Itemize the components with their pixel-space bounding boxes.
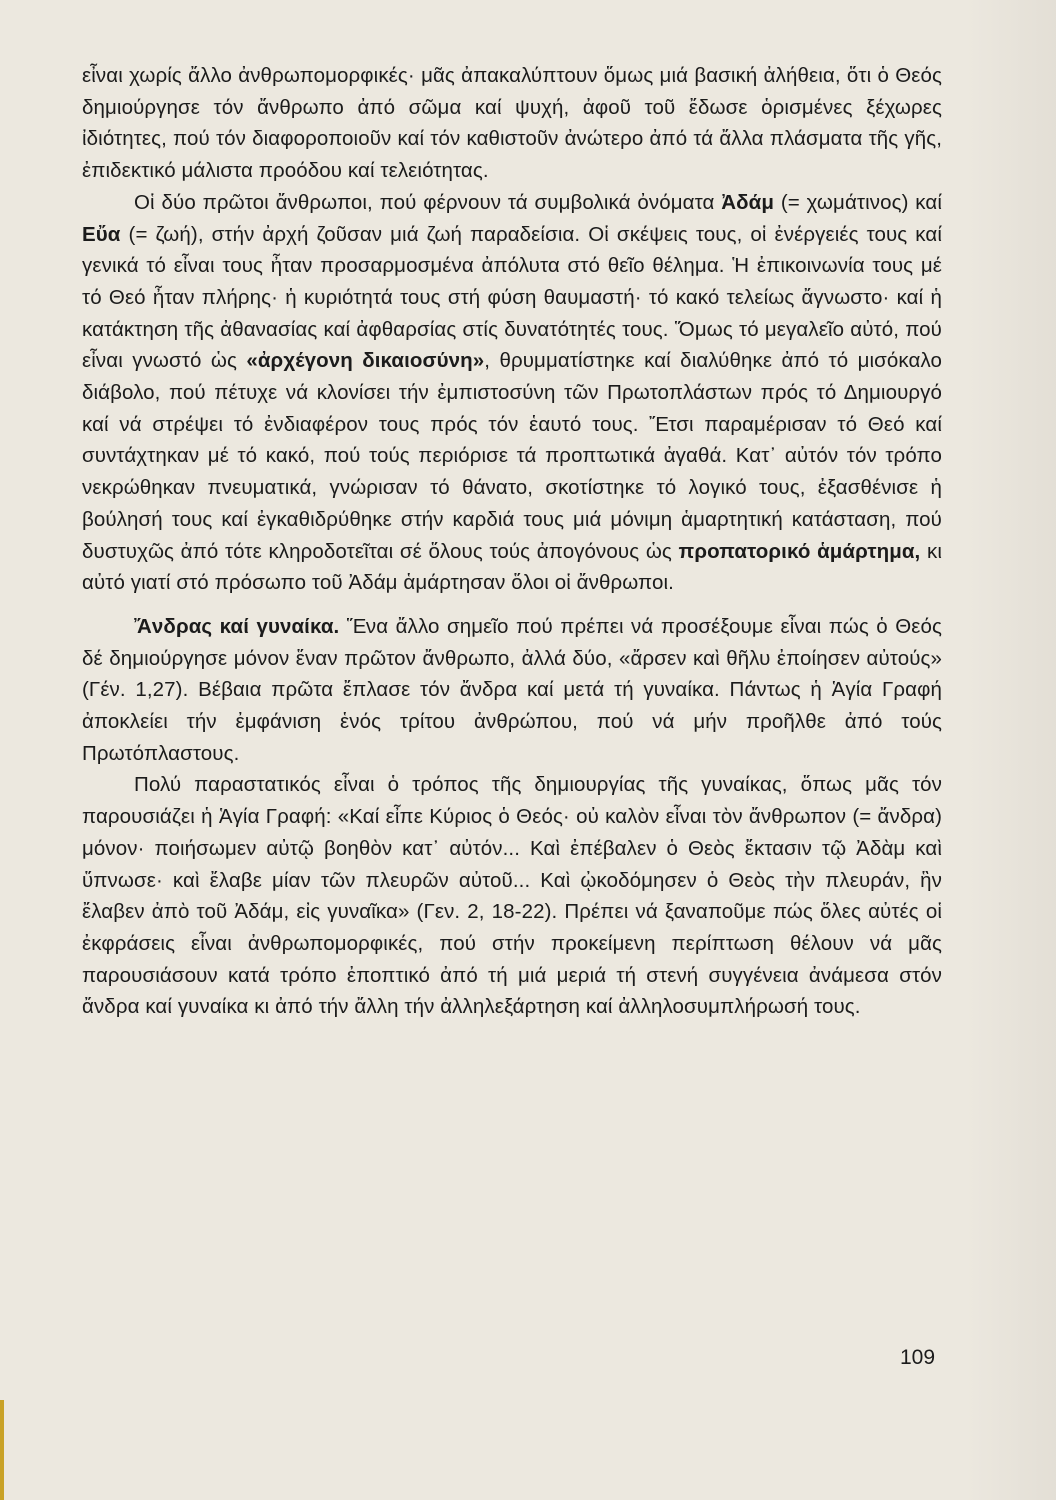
paragraph-2-text-a: Οἱ δύο πρῶτοι ἄνθρωποι, πού φέρνουν τά συμβολικά ὀνόματα — [134, 190, 722, 214]
term-original-righteousness: «ἀρχέγονη δικαιοσύνη» — [246, 349, 485, 373]
paragraph-1: εἶναι χωρίς ἄλλο ἀνθρωπομορφικές· μᾶς ἀπακαλύπτουν ὅμως μιά βασική ἀλήθεια, ὅτι ὁ Θεός δημιούργησε τόν ἄνθρωπο ἀπό σῶμα καί ψυχή, ἀφοῦ τοῦ ἔδωσε ὁρισμένες ξέχωρες ἰδιότητες, πού τόν διαφοροποιοῦν καί τόν καθιστοῦν ἀνώτερο ἀπό τά ἄλλα πλάσματα τῆς γῆς, ἐπιδεκτικό μάλιστα προόδου καί τελειότητας. — [82, 64, 942, 183]
paragraph-2-text-c: (= ζωή), στήν ἀρχή ζοῦσαν μιά ζωή παραδείσια. Οἱ σκέψεις τους, οἱ ἐνέργειές τους καί γενικά τό εἶναι τους ἦταν προσαρμοσμένα ἀπόλυτα στό θεῖο θέλημα. Ἡ ἐπικοινωνία τους μέ τό Θεό ἦταν πλήρης· ἡ κυριότητά τους στή φύση θαυμαστή· τό κακό τελείως ἄγνωστο· καί ἡ κατάκτηση τῆς ἀθανασίας καί ἀφθαρσίας στίς δυνατότητές τους. Ὅμως τό μεγαλεῖο αὐτό, πού εἶναι γνωστό ὡς — [82, 222, 942, 373]
section-heading-man-woman: Ἄνδρας καί γυναίκα. — [134, 614, 340, 638]
paragraph-3 — [82, 611, 942, 770]
paragraph-3-text: Ἕνα ἄλλο σημεῖο πού πρέπει νά προσέξουμε εἶναι πώς ὁ Θεός δέ δημιούργησε μόνον ἕναν πρῶτον ἄνθρωπο, ἀλλά δύο, «ἄρσεν καὶ θῆλυ ἐποίησεν αὐτούς» (Γέν. 1,27). Βέβαια πρῶτα ἔπλασε τόν ἄνδρα καί μετά τή γυναίκα. Πάντως ἡ Ἁγία Γραφή ἀποκλείει τήν ἐμφάνιση ἑνός τρίτου ἀνθρώπου, πού νά μήν προῆλθε ἀπό τούς Πρωτόπλαστους. — [82, 614, 942, 765]
page-body — [82, 60, 942, 1023]
page-number: 109 — [900, 1346, 936, 1369]
page-edge-shadow — [966, 0, 1056, 1500]
term-eve: Εὔα — [82, 222, 121, 246]
term-adam: Ἀδάμ — [721, 190, 775, 214]
paragraph-2-text-e: κι αὐτό γιατί στό πρόσωπο τοῦ Ἀδάμ ἁμάρτησαν ὅλοι οἱ ἄνθρωποι. — [82, 539, 942, 595]
paragraph-2 — [82, 187, 942, 599]
binding-mark — [0, 1400, 4, 1500]
term-original-sin: προπατορικό ἁμάρτημα, — [678, 539, 921, 563]
paragraph-2-text-b: (= χωμάτινος) καί — [774, 190, 942, 214]
paragraph-2-text-d: , θρυμματίστηκε καί διαλύθηκε ἀπό τό μισόκαλο διάβολο, πού πέτυχε νά κλονίσει τήν ἐμπιστοσύνη τῶν Πρωτοπλάστων πρός τό Δημιουργό καί νά στρέψει τό ἐνδιαφέρον τους πρός τόν ἑαυτό τους. Ἔτσι παραμέρισαν τό Θεό καί συντάχτηκαν μέ τό κακό, πού τούς περιόρισε τά προπτωτικά ἀγαθά. Κατ᾽ αὐτόν τόν τρόπο νεκρώθηκαν πνευματικά, γνώρισαν τό θάνατο, σκοτίστηκε τό λογικό τους, ἐξασθένισε ἡ βούλησή τους καί ἐγκαθιδρύθηκε στήν καρδιά τους μιά μόνιμη ἁμαρτητική κατάσταση, πού δυστυχῶς ἀπό τότε κληροδοτεῖται σέ ὅλους τούς ἀπογόνους ὡς — [82, 349, 943, 563]
paragraph-4: Πολύ παραστατικός εἶναι ὁ τρόπος τῆς δημιουργίας τῆς γυναίκας, ὅπως μᾶς τόν παρουσιάζει ἡ Ἁγία Γραφή: «Καί εἶπε Κύριος ὁ Θεός· οὐ καλὸν εἶναι τὸν ἄνθρωπον (= ἄνδρα) μόνον· ποιήσωμεν αὐτῷ βοηθὸν κατ᾽ αὐτόν... Καὶ ἐπέβαλεν ὁ Θεὸς ἔκτασιν τῷ Ἀδὰμ καὶ ὕπνωσε· καὶ ἔλαβε μίαν τῶν πλευρῶν αὐτοῦ... Καὶ ᾠκοδόμησεν ὁ Θεὸς τὴν πλευράν, ἣν ἔλαβεν ἀπὸ τοῦ Ἀδάμ, εἰς γυναῖκα» (Γεν. 2, 18-22). Πρέπει νά ξαναποῦμε πώς ὅλες αὐτές οἱ ἐκφράσεις εἶναι ἀνθρωπομορφικές, πού στήν προκείμενη περίπτωση θέλουν νά μᾶς παρουσιάσουν κατά τρόπο ἐποπτικό ἀπό τή μιά μεριά τή στενή συγγένεια ἀνάμεσα στόν ἄνδρα καί γυναίκα κι ἀπό τήν ἄλλη τήν ἀλληλεξάρτηση καί ἀλληλοσυμπλήρωσή τους. — [82, 773, 942, 1019]
